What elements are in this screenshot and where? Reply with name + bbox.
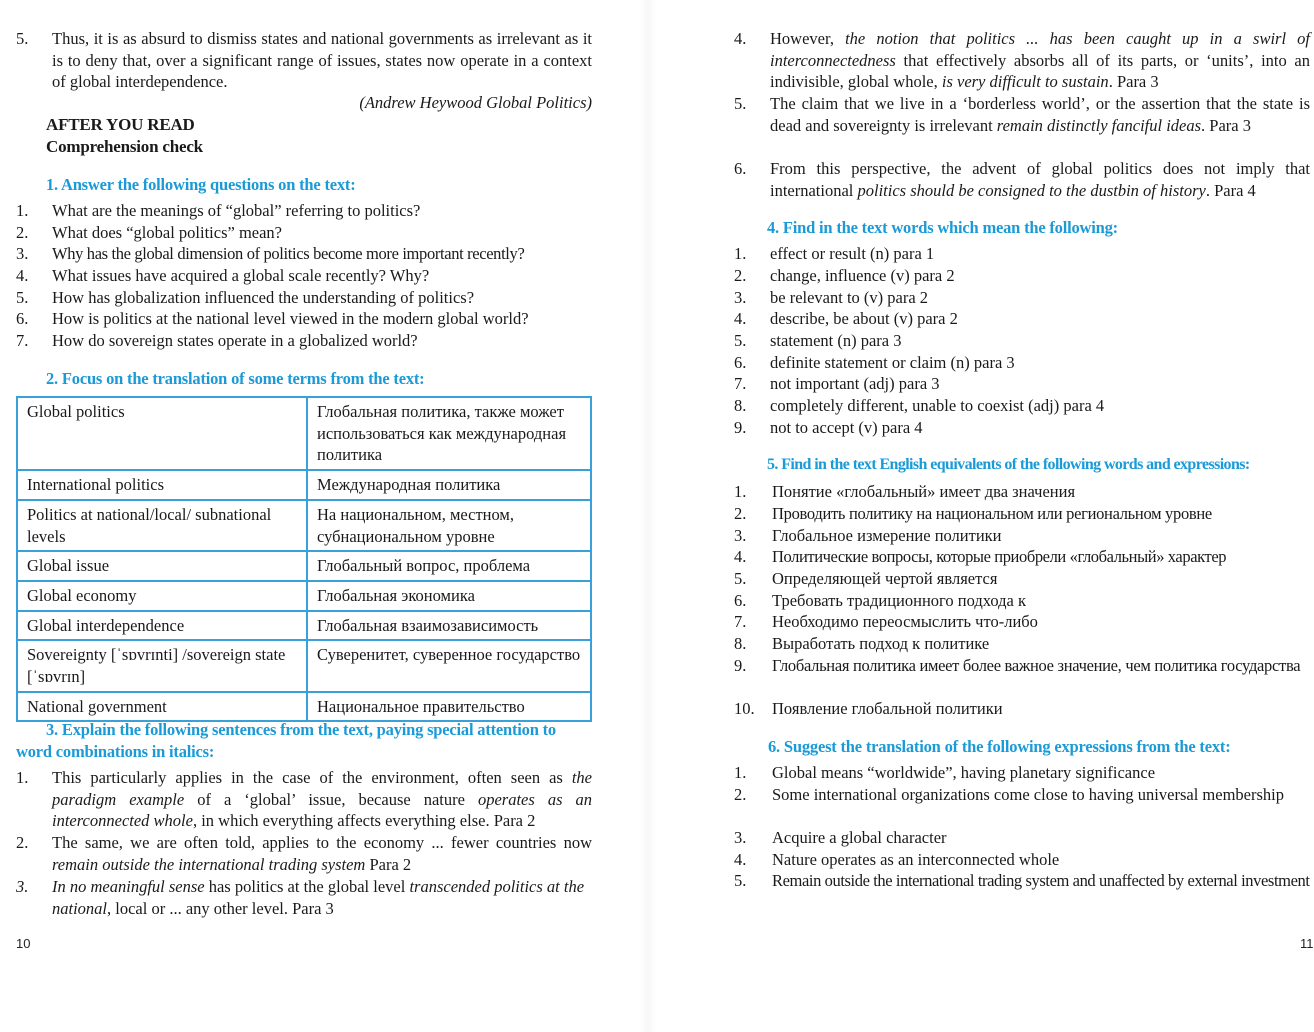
question-item [16,308,596,330]
table-row [17,551,591,581]
list-item [734,784,1312,806]
item-number: 3. [734,828,747,847]
item-number: 3. [734,526,747,545]
exercise-4-heading: 4. Find in the text words which mean the following: [767,218,1118,237]
item-number: 1. [734,244,747,263]
item-text: statement (n) para 3 [770,331,902,350]
exercise-2-heading: 2. Focus on the translation of some terms from the text: [46,369,425,388]
item-number: 5. [16,288,29,307]
question-item [16,330,596,352]
left-page [0,0,640,1032]
term-russian: Национальное правительство [307,692,591,722]
list-item [734,308,1310,330]
item-text: How is politics at the national level viewed in the modern global world? [52,309,529,328]
text-run: has politics at the global level [204,877,410,896]
item-text: Thus, it is as absurd to dismiss states and national governments as irrelevant as it is to deny that, over a significant range of issues, states now operate in a context of global interdependence. [52,29,592,92]
item-text: Глобальная политика имеет более важное значение, чем политика государства [772,656,1301,675]
item-number: 2. [16,223,29,242]
item-text: Some international organizations come close to having universal membership [772,785,1284,804]
item-text: Политические вопросы, которые приобрели «глобальный» характер [772,547,1227,566]
term-russian: Глобальная экономика [307,581,591,611]
reading-item-5 [16,28,592,93]
page-gutter [640,0,656,1032]
item-number: 4. [734,29,747,48]
item-text: How has globalization influenced the understanding of politics? [52,288,475,307]
italic-phrase: transcended politics at the national [52,877,585,918]
list-item [734,655,1312,677]
item-text: effect or result (n) para 1 [770,244,935,263]
italic-phrase: is very difficult to sustain [941,72,1109,92]
sentence-item [734,28,1310,93]
text-run: Para 2 [365,854,412,874]
after-you-read-heading: AFTER YOU READ [46,115,195,134]
sentence-item [16,767,592,832]
item-number: 1. [16,768,29,787]
item-text: Появление глобальной политики [772,699,1003,718]
item-number: 5. [734,569,747,588]
list-item [734,870,1312,892]
term-russian: Глобальный вопрос, проблема [307,551,591,581]
item-text [52,876,592,919]
item-number: 6. [734,591,747,610]
item-number: 3. [734,288,747,307]
item-number: 7. [734,374,747,393]
item-text: Acquire a global character [772,828,947,847]
item-text: not important (adj) para 3 [770,374,940,393]
list-item [734,417,1310,439]
item-text: Global means “worldwide”, having planetary significance [772,763,1156,782]
item-text: be relevant to (v) para 2 [770,288,929,307]
item-text: not to accept (v) para 4 [770,418,923,437]
text-run: , in which everything affects everything else. Para 2 [192,811,536,831]
item-text: Необходимо переосмыслить что-либо [772,612,1038,631]
item-number: 1. [16,201,29,220]
item-text: What does “global politics” mean? [52,223,283,242]
exercise-1-heading: 1. Answer the following questions on the text: [46,175,356,194]
item-number: 7. [734,612,747,631]
item-text [770,28,1310,93]
term-russian: Глобальная взаимозависимость [307,611,591,641]
term-russian: Суверенитет, суверенное государство [307,640,591,691]
term-english: Global politics [17,397,307,470]
item-text [770,158,1310,201]
list-item [734,265,1310,287]
item-text: describe, be about (v) para 2 [770,309,958,328]
item-number: 2. [734,785,747,804]
text-run: This particularly applies in the case of the environment, often seen as [52,768,572,787]
list-item [734,481,1312,503]
item-text: Требовать традиционного подхода к [772,591,1027,610]
item-number: 1. [734,763,747,782]
table-row [17,640,591,691]
question-item [16,287,596,309]
item-text: Понятие «глобальный» имеет два значения [772,482,1076,501]
list-item [734,762,1312,784]
italic-phrase: In no meaningful sense [52,877,205,896]
text-run: , local or ... any other level. Para 3 [107,898,334,918]
item-number: 6. [16,309,29,328]
sentence-item [16,832,592,875]
comprehension-check-heading: Comprehension check [46,137,203,156]
text-run: However, [770,29,846,48]
table-row [17,692,591,722]
item-number: 6. [734,159,747,178]
list-item [734,568,1312,590]
italic-phrase: politics should be consigned to the dustbin of history [857,180,1206,200]
item-number: 8. [734,634,747,653]
question-item [16,243,596,265]
item-text: completely different, unable to coexist (adj) para 4 [770,396,1105,415]
item-text: Remain outside the international trading system and unaffected by external investment [772,871,1310,890]
item-text: What issues have acquired a global scale recently? Why? [52,266,430,285]
item-number: 9. [734,418,747,437]
list-item [734,611,1312,633]
list-item [734,373,1310,395]
term-english: Global interdependence [17,611,307,641]
item-number: 5. [734,331,747,350]
table-row [17,611,591,641]
item-number: 9. [734,656,747,675]
item-number: 4. [734,850,747,869]
list-item [734,525,1312,547]
item-number: 1. [734,482,747,501]
term-russian: На национальном, местном, субнациональном уровне [307,500,591,551]
item-text: Why has the global dimension of politics become more important recently? [52,244,525,263]
term-english: National government [17,692,307,722]
item-text: How do sovereign states operate in a globalized world? [52,331,418,350]
terms-translation-table [16,396,592,722]
term-english: Global economy [17,581,307,611]
item-text: Глобальное измерение политики [772,526,1002,545]
question-item [16,222,596,244]
page-number: 10 [16,936,31,951]
term-english: Sovereignty [ˈsɒvrɪnti] /sovereign state [ˈsɒvrɪn] [17,640,307,691]
text-run: . Para 4 [1205,180,1256,200]
item-number: 5. [734,871,747,890]
question-item [16,265,596,287]
text-run: that effectively absorbs all of its parts, or ‘units’, into an indivisible, global whole, [770,50,1310,92]
item-text: Проводить политику на национальном или региональном уровне [772,504,1212,523]
right-page [656,0,1314,1032]
text-run: From this perspective, the advent of global politics does not imply that international [770,159,1310,200]
text-run: . Para 3 [1108,72,1159,92]
list-item [734,827,1312,849]
table-row [17,581,591,611]
text-run: of a ‘global’ issue, because nature [184,789,478,809]
item-number: 3. [16,244,29,263]
italic-phrase: remain distinctly fanciful ideas [996,115,1202,135]
list-item [734,503,1312,525]
item-number: 2. [16,833,29,852]
sentence-item [734,93,1310,136]
item-text [52,832,592,875]
list-item [734,633,1312,655]
exercise-6-heading: 6. Suggest the translation of the following expressions from the text: [768,737,1231,756]
question-item [16,200,596,222]
list-item [734,849,1312,871]
item-number: 2. [734,504,747,523]
text-run: . Para 3 [1201,115,1251,135]
exercise-5-heading: 5. Find in the text English equivalents of the following words and expressions: [767,456,1250,473]
exercise-3-heading: 3. Explain the following sentences from the text, paying special attention to word combinations in italics: [16,720,556,761]
italic-phrase: the paradigm example [52,768,592,809]
text-run: The same, we are often told, applies to the economy ... fewer countries now [52,833,592,852]
page-number: 11 [1300,936,1314,951]
item-text: Выработать подход к политике [772,634,990,653]
list-item [734,395,1310,417]
sentence-item [16,876,592,919]
list-item [734,287,1310,309]
table-row [17,397,591,470]
item-number: 5. [734,94,747,113]
text-run: The claim that we live in a ‘borderless world’, or the assertion that the state is dead and sovereignty is irrelevant [770,94,1310,135]
item-text: definite statement or claim (n) para 3 [770,353,1015,372]
list-item [734,330,1310,352]
item-text: change, influence (v) para 2 [770,266,955,285]
table-row [17,470,591,500]
item-number: 4. [734,309,747,328]
term-russian: Глобальная политика, также может использоваться как международная политика [307,397,591,470]
item-number: 10. [734,699,755,718]
italic-phrase: remain outside the international trading system [52,854,366,874]
source-citation: (Andrew Heywood Global Politics) [359,93,592,112]
item-text [52,767,592,832]
term-english: Politics at national/local/ subnational levels [17,500,307,551]
list-item [734,352,1310,374]
item-number: 8. [734,396,747,415]
item-number: 5. [16,29,29,48]
term-english: International politics [17,470,307,500]
list-item [734,243,1310,265]
item-number: 3. [16,877,29,896]
item-text: Определяющей чертой является [772,569,998,588]
italic-phrase: operates as an interconnected whole [52,789,593,831]
item-number: 4. [734,547,747,566]
sentence-item [734,158,1310,201]
item-number: 7. [16,331,29,350]
item-number: 4. [16,266,29,285]
list-item [734,698,1312,720]
list-item [734,546,1312,568]
item-number: 2. [734,266,747,285]
italic-phrase: the notion that politics ... has been caught up in a swirl of interconnectedness [770,29,1310,70]
item-text: What are the meanings of “global” referring to politics? [52,201,421,220]
item-text [770,93,1310,136]
item-text: Nature operates as an interconnected whole [772,850,1060,869]
list-item [734,590,1312,612]
term-english: Global issue [17,551,307,581]
table-row [17,500,591,551]
item-number: 6. [734,353,747,372]
term-russian: Международная политика [307,470,591,500]
